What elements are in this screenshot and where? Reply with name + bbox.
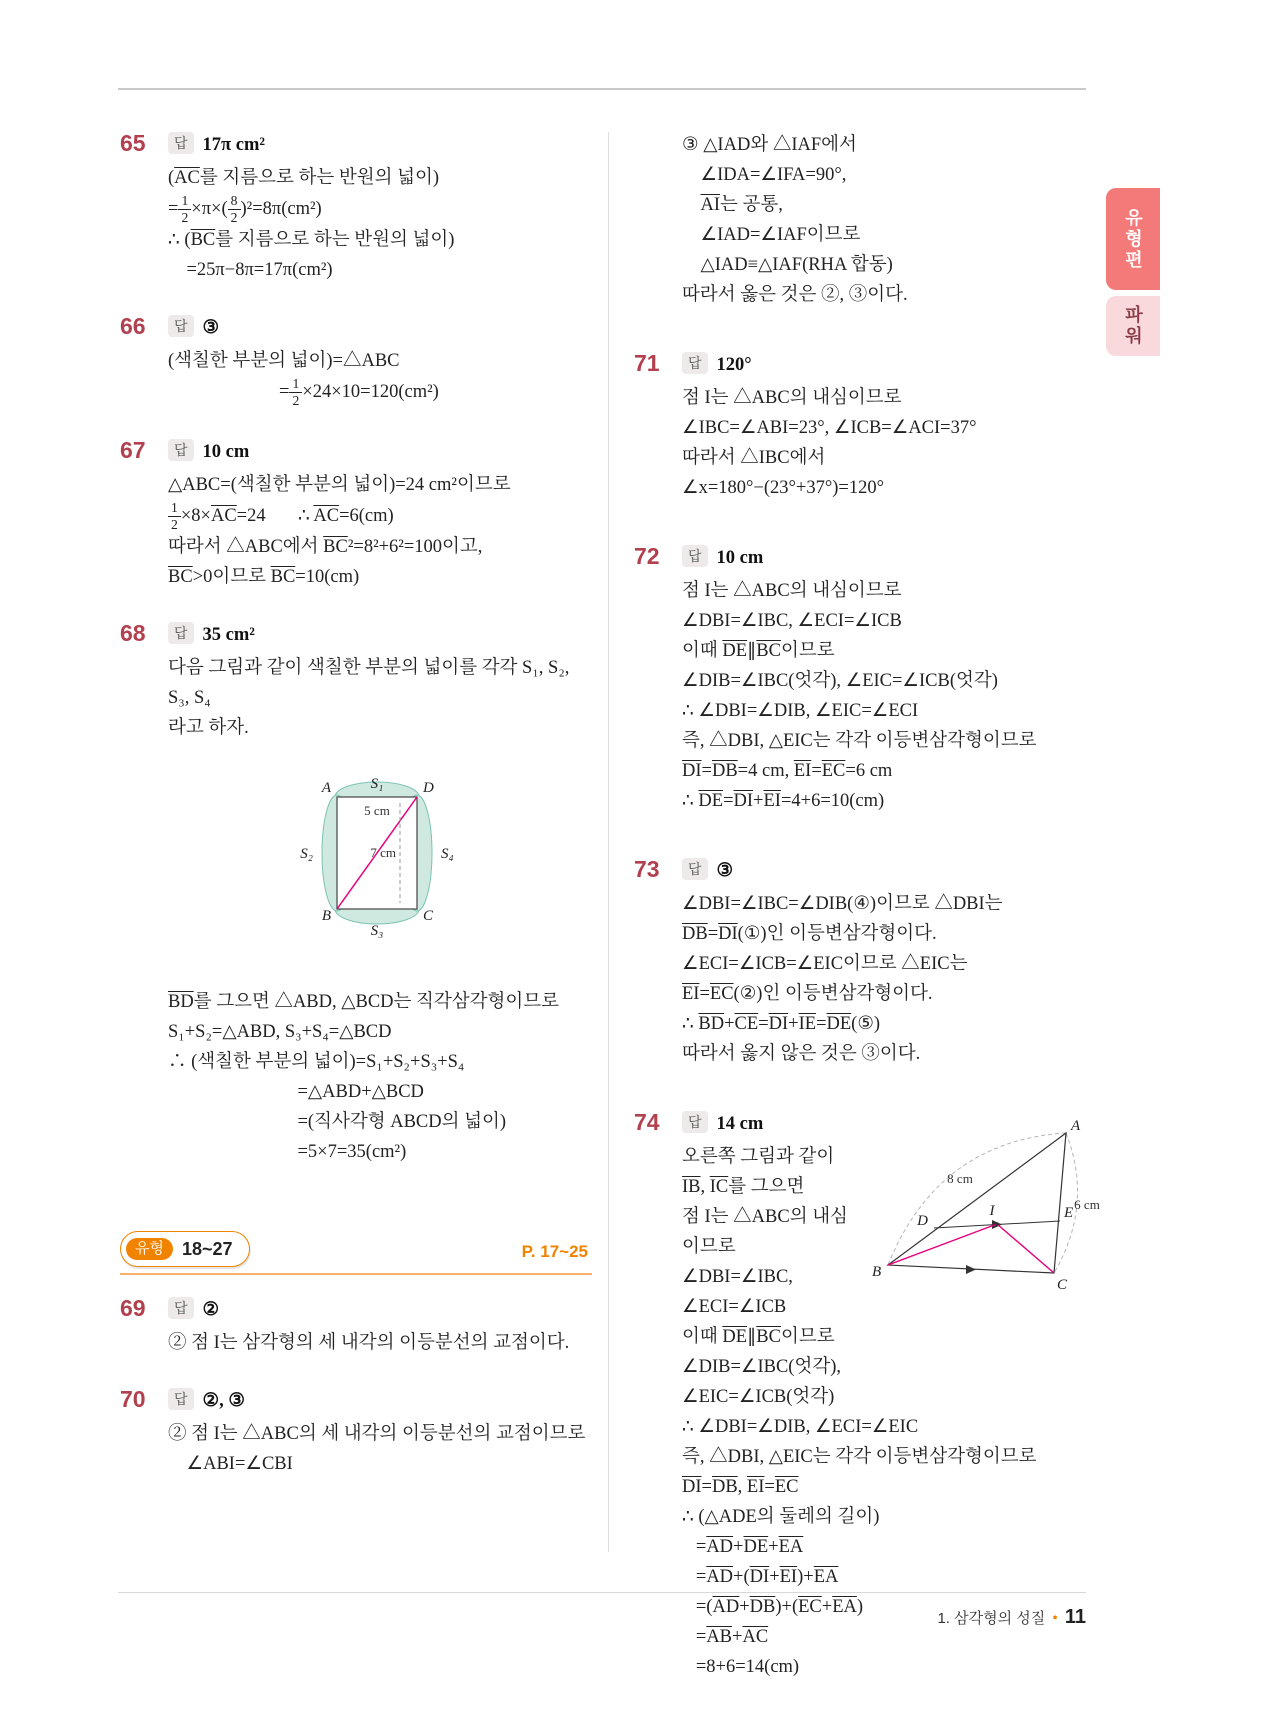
footer-chapter-title: 1. 삼각형의 성질	[937, 1610, 1046, 1627]
answer-value: ②, ③	[202, 1391, 245, 1412]
overline-segment: $\overline{EC}$	[709, 984, 734, 1004]
fig68-side-length: 7 cm	[370, 845, 396, 861]
problem-74	[634, 1109, 1106, 1682]
problem-66	[120, 313, 592, 408]
fig68-label-S2: S₂	[300, 846, 313, 863]
answer-row	[682, 856, 1106, 886]
answer-badge: 답	[168, 315, 194, 337]
problem-67	[120, 437, 592, 592]
overline-segment: $\overline{EI}$	[779, 1567, 798, 1587]
solution-line: ∠DIB=∠IBC(엇각), ∠EIC=∠ICB(엇각)	[682, 671, 998, 691]
type-range-pill	[120, 1231, 250, 1267]
overline-segment: $\overline{EA}$	[778, 1537, 804, 1557]
type-chip: 유형	[126, 1238, 173, 1260]
problem-73	[634, 856, 1106, 1069]
figure-wrap	[868, 1113, 1106, 1315]
solution-line: ∠DBI=∠IBC=∠DIB(④)이므로 △DBI는	[682, 894, 1003, 914]
overline-segment: $\overline{DE}$	[698, 791, 724, 811]
answer-value: ③	[716, 861, 734, 881]
problem-70	[120, 1386, 592, 1479]
overline-segment: $\overline{DB}$	[682, 924, 708, 944]
solution-line: $\overline{AI}$는 공통,	[700, 195, 783, 215]
overline-segment: $\overline{EA}$	[813, 1567, 839, 1587]
overline-segment: $\overline{EI}$	[793, 761, 812, 781]
fig68-label-S3: S₃	[370, 923, 384, 940]
answer-row	[168, 437, 592, 467]
answer-value: 14 cm	[716, 1114, 764, 1134]
overline-segment: $\overline{AC}$	[210, 506, 237, 527]
overline-segment: $\overline{AI}$	[700, 195, 721, 215]
fig68-label-D: D	[423, 780, 434, 797]
solution-line: ∴ ∠DBI=∠DIB, ∠EIC=∠ECI	[682, 701, 919, 721]
solution-line: = $\frac{1}{2}$ ×π×( $\frac{8}{2}$ )²=8π(cm²)	[168, 193, 322, 225]
overline-segment: $\overline{AD}$	[706, 1537, 734, 1557]
problem-number: 70	[120, 1386, 146, 1413]
overline-segment: $\overline{AB}$	[706, 1627, 733, 1647]
answer-badge: 답	[682, 545, 708, 567]
overline-segment: $\overline{DB}$	[711, 1477, 738, 1497]
solution-line: △IAD≡△IAF(RHA 합동)	[682, 255, 893, 275]
solution-line: 오른쪽 그림과 같이 $\overline{IB}$, $\overline{IC}$를 그으면	[682, 1147, 839, 1197]
problem-71	[634, 350, 1106, 503]
solution-line: ∴ ∠DBI=∠DIB, ∠ECI=∠EIC	[682, 1417, 919, 1437]
problem-number: 65	[120, 130, 146, 156]
solution-line: ∠DIB=∠IBC(엇각),	[682, 1357, 841, 1377]
solution-line: ($\overline{AC}$를 지름으로 하는 반원의 넓이)	[168, 168, 439, 188]
solution-line: $=\overline{AD}+\overline{DE}+\overline{EA}$	[682, 1537, 804, 1557]
overline-segment: $\overline{DI}$	[682, 761, 702, 781]
overline-segment: $\overline{AD}$	[706, 1567, 734, 1587]
solution-line: 따라서 옳지 않은 것은 ③이다.	[682, 1044, 921, 1064]
solution-line: 점 I는 △ABC의 내심이므로	[682, 1207, 848, 1257]
solution-line: 따라서 △IBC에서	[682, 448, 826, 468]
answer-badge: 답	[168, 622, 194, 644]
overline-segment: $\overline{EC}$	[798, 1597, 822, 1617]
overline-segment: $\overline{EC}$	[821, 761, 846, 781]
solution-line: 즉, △DBI, △EIC는 각각 이등변삼각형이므로	[682, 731, 1037, 751]
problem-number: 71	[634, 350, 660, 376]
answer-value: 10 cm	[202, 441, 250, 462]
fig68-top-length: 5 cm	[364, 803, 390, 819]
overline-segment: $\overline{BC}$	[168, 567, 193, 588]
overline-segment: $\overline{IC}$	[709, 1177, 729, 1197]
answer-badge: 답	[682, 1111, 708, 1133]
overline-segment: $\overline{DI}$	[749, 1567, 770, 1587]
column-divider	[608, 132, 609, 1552]
problem-69	[120, 1295, 592, 1358]
answer-row	[168, 1295, 592, 1325]
answer-row	[168, 313, 592, 343]
answer-row	[682, 350, 1106, 380]
type-range-banner	[120, 1231, 592, 1275]
overline-segment: $\overline{BD}$	[698, 1014, 725, 1034]
problem-number: 73	[634, 856, 660, 882]
solution-line: 이때 $\overline{DE}\parallel\overline{BC}$이므로	[682, 1327, 835, 1347]
fig68-label-C: C	[423, 908, 434, 925]
fig74-label-I: I	[989, 1203, 995, 1219]
overline-segment: $\overline{DE}$	[826, 1014, 852, 1034]
solution-line: ③ △IAD와 △IAF에서	[682, 135, 857, 155]
problem-65	[120, 130, 592, 285]
overline-segment: $\overline{DB}$	[749, 1597, 776, 1617]
answer-badge: 답	[168, 439, 194, 461]
solution-line: ∠IAD=∠IAF이므로	[682, 225, 861, 245]
solution-line: $\overline{EI}=\overline{EC}(②)$인 이등변삼각형이다.	[682, 984, 933, 1004]
solution-line: ∠IBC=∠ABI=23°, ∠ICB=∠ACI=37°	[682, 418, 977, 438]
figure-74	[868, 1113, 1106, 1305]
solution-line: $\overline{DB}=\overline{DI}(①)$인 이등변삼각형이다.	[682, 924, 937, 944]
solution-line: ∠ECI=∠ICB=∠EIC이므로 △EIC는	[682, 954, 968, 974]
fig74-label-B: B	[872, 1264, 882, 1280]
right-column	[634, 130, 1106, 1722]
solution-line: ∠ABI=∠CBI	[168, 1454, 293, 1475]
solution-line: = $\frac{1}{2}$ ×24×10=120(cm²)	[168, 376, 439, 409]
answer-value: 120°	[716, 355, 752, 375]
overline-segment: $\overline{EI}$	[746, 1477, 765, 1497]
fraction: $\frac{1}{2}$	[178, 193, 191, 225]
overline-segment: $\overline{BC}$	[756, 1327, 781, 1347]
answer-value: 10 cm	[716, 548, 764, 568]
solution-line: ∴ $\overline{BD}+\overline{CE}=\overline{DI}+\overline{IE}=\overline{DE}(⑤)$	[682, 1014, 881, 1034]
answer-value: ③	[202, 318, 220, 339]
top-rule	[118, 88, 1086, 90]
overline-segment: $\overline{AD}$	[712, 1597, 740, 1617]
solution-line: ∠x=180°−(23°+37°)=120°	[682, 478, 884, 498]
solution-line: ∴ ($\overline{BC}$를 지름으로 하는 반원의 넓이)	[168, 230, 455, 251]
problem-number: 69	[120, 1295, 146, 1322]
solution-line: ∠IDA=∠IFA=90°,	[682, 165, 847, 185]
solution-line: (색칠한 부분의 넓이)=△ABC	[168, 351, 400, 372]
solution-line: $\overline{BC}>0$이므로 $\overline{BC}=10(cm)$	[168, 567, 360, 588]
solution-line: 다음 그림과 같이 색칠한 부분의 넓이를 각각 S₁, S₂, S₃, S₄	[168, 658, 575, 709]
solution-line: ∴ (색칠한 부분의 넓이)=S₁+S₂+S₃+S₄	[168, 1052, 465, 1073]
solution-line: 이때 $\overline{DE}\parallel\overline{BC}$이므로	[682, 641, 835, 661]
solution-line: $=\overline{AD}+(\overline{DI}+\overline{EI})+\overline{EA}$	[682, 1567, 839, 1587]
solution-line: 따라서 옳은 것은 ②, ③이다.	[682, 285, 908, 305]
overline-segment: $\overline{DI}$	[682, 1477, 702, 1497]
answer-row	[682, 543, 1106, 573]
answer-badge: 답	[168, 1297, 194, 1319]
solution-line: ∴ (△ADE의 둘레의 길이)	[682, 1507, 880, 1527]
figure-68	[249, 753, 511, 965]
fraction: $\frac{1}{2}$	[289, 376, 302, 408]
page-footer	[120, 1606, 1086, 1629]
fig74-label-D: D	[917, 1213, 928, 1229]
footer-bullet: •	[1052, 1610, 1058, 1627]
overline-segment: $\overline{IB}$	[682, 1177, 701, 1197]
fraction: $\frac{8}{2}$	[228, 193, 241, 225]
overline-segment: $\overline{EA}$	[832, 1597, 857, 1617]
solution-line: $=(\overline{AD}+\overline{DB})+(\overline{EC}+\overline{EA})$	[682, 1597, 864, 1617]
overline-segment: $\overline{DI}$	[718, 924, 738, 944]
overline-segment: $\overline{BC}$	[190, 230, 216, 251]
problem-number: 67	[120, 436, 146, 463]
problem-continuation	[634, 130, 1106, 310]
answer-value: 17π cm²	[202, 135, 265, 155]
side-tab-label: 유형편	[1123, 207, 1143, 271]
overline-segment: $\overline{AC}$	[313, 506, 340, 527]
solution-line: S₁+S₂=△ABD, S₃+S₄=△BCD	[168, 1022, 392, 1043]
fig74-label-A: A	[1071, 1118, 1081, 1134]
overline-segment: $\overline{AC}$	[174, 168, 200, 188]
side-tab-pawo[interactable]	[1106, 296, 1160, 356]
side-tab-label: 파워	[1123, 305, 1143, 347]
figure-wrap	[168, 753, 592, 975]
overline-segment: $\overline{EI}$	[682, 984, 700, 1004]
type-pages: P. 17~25	[521, 1242, 588, 1262]
overline-segment: $\overline{CE}$	[734, 1014, 759, 1034]
fig74-label-C: C	[1057, 1277, 1068, 1293]
overline-segment: $\overline{BC}$	[756, 641, 781, 661]
problem-number: 68	[120, 620, 146, 647]
answer-badge: 답	[168, 132, 194, 154]
fig74-ac-length: 6 cm	[1074, 1197, 1100, 1212]
fig74-ab-length: 8 cm	[947, 1171, 973, 1186]
overline-segment: $\overline{DE}$	[722, 1327, 748, 1347]
fig68-label-B: B	[321, 908, 331, 925]
solution-line: $=\overline{AB}+\overline{AC}$	[682, 1627, 769, 1647]
answer-row	[168, 620, 592, 650]
solution-line: 점 I는 △ABC의 내심이므로	[682, 581, 902, 601]
overline-segment: $\overline{EI}$	[763, 791, 781, 811]
problem-number: 72	[634, 543, 660, 569]
overline-segment: $\overline{BC}$	[323, 537, 348, 558]
problem-68	[120, 620, 592, 1167]
overline-segment: $\overline{BC}$	[270, 567, 296, 588]
solution-line: ∠EIC=∠ICB(엇각)	[682, 1387, 835, 1407]
answer-badge: 답	[682, 858, 708, 880]
fig68-label-S4: S₄	[441, 846, 454, 863]
solution-line: 점 I는 △ABC의 내심이므로	[682, 388, 902, 408]
answer-row	[168, 1386, 592, 1416]
problem-number: 66	[120, 313, 146, 340]
answer-badge: 답	[682, 352, 708, 374]
solution-line: ∠DBI=∠IBC, ∠ECI=∠ICB	[682, 611, 902, 631]
overline-segment: $\overline{IE}$	[798, 1014, 817, 1034]
solution-line: $\frac{1}{2}$ $\times 8\times\overline{AC}=24$ ∴ $\overline{AC}=6(cm)$	[168, 500, 592, 532]
overline-segment: $\overline{AC}$	[742, 1627, 769, 1647]
fig68-label-A: A	[321, 780, 331, 797]
answer-value: ②	[202, 1300, 220, 1321]
solution-line: =5×7=35(cm²)	[168, 1142, 407, 1163]
solution-line: 따라서 △ABC에서 $\overline{BC}^2=8^2+6^2=100$이고,	[168, 537, 483, 558]
side-tab-yuhyeongpyeon[interactable]	[1106, 188, 1160, 290]
solution-line: $\overline{DI}=\overline{DB}$, $\overline{EI}=\overline{EC}$	[682, 1477, 799, 1497]
overline-segment: $\overline{EC}$	[774, 1477, 799, 1497]
solution-line: $\overline{DI}=\overline{DB}=4$ cm, $\overline{EI}=\overline{EC}=6$ cm	[682, 761, 893, 781]
solution-line: $\overline{BD}$를 그으면 △ABD, △BCD는 직각삼각형이므로	[168, 992, 559, 1013]
overline-segment: $\overline{DE}$	[743, 1537, 769, 1557]
solution-line: ∠DBI=∠IBC, ∠ECI=∠ICB	[682, 1267, 798, 1317]
fig74-label-E: E	[1064, 1205, 1074, 1221]
problem-72	[634, 543, 1106, 816]
fraction: $\frac{1}{2}$	[168, 500, 181, 532]
solution-line: ∴ $\overline{DE}=\overline{DI}+\overline{EI}=4+6=10(cm)$	[682, 791, 885, 811]
problem-number: 74	[634, 1109, 660, 1135]
fig68-label-S1: S₁	[370, 776, 384, 793]
answer-value: 35 cm²	[202, 625, 255, 646]
solution-line: 즉, △DBI, △EIC는 각각 이등변삼각형이므로	[682, 1447, 1037, 1467]
overline-segment: $\overline{BD}$	[168, 992, 194, 1013]
left-column	[120, 130, 592, 1507]
overline-segment: $\overline{DE}$	[722, 641, 748, 661]
overline-segment: $\overline{DI}$	[768, 1014, 789, 1034]
answer-row	[168, 130, 592, 160]
solution-line: =8+6=14(cm)	[682, 1657, 800, 1677]
solution-line: ② 점 I는 삼각형의 세 내각의 이등분선의 교점이다.	[168, 1333, 570, 1354]
overline-segment: $\overline{DB}$	[711, 761, 738, 781]
footer-page-number: 11	[1064, 1606, 1086, 1628]
solution-line: ② 점 I는 △ABC의 세 내각의 이등분선의 교점이므로	[168, 1424, 586, 1445]
answer-badge: 답	[168, 1388, 194, 1410]
type-range: 18~27	[181, 1239, 233, 1260]
solution-line: =(직사각형 ABCD의 넓이)	[168, 1112, 507, 1133]
solution-line: △ABC=(색칠한 부분의 넓이)=24 cm²이므로	[168, 474, 511, 495]
solution-line: =25π−8π=17π(cm²)	[168, 260, 333, 281]
solution-line: =△ABD+△BCD	[168, 1082, 424, 1103]
solution-line: 라고 하자.	[168, 718, 249, 739]
overline-segment: $\overline{DI}$	[733, 791, 754, 811]
